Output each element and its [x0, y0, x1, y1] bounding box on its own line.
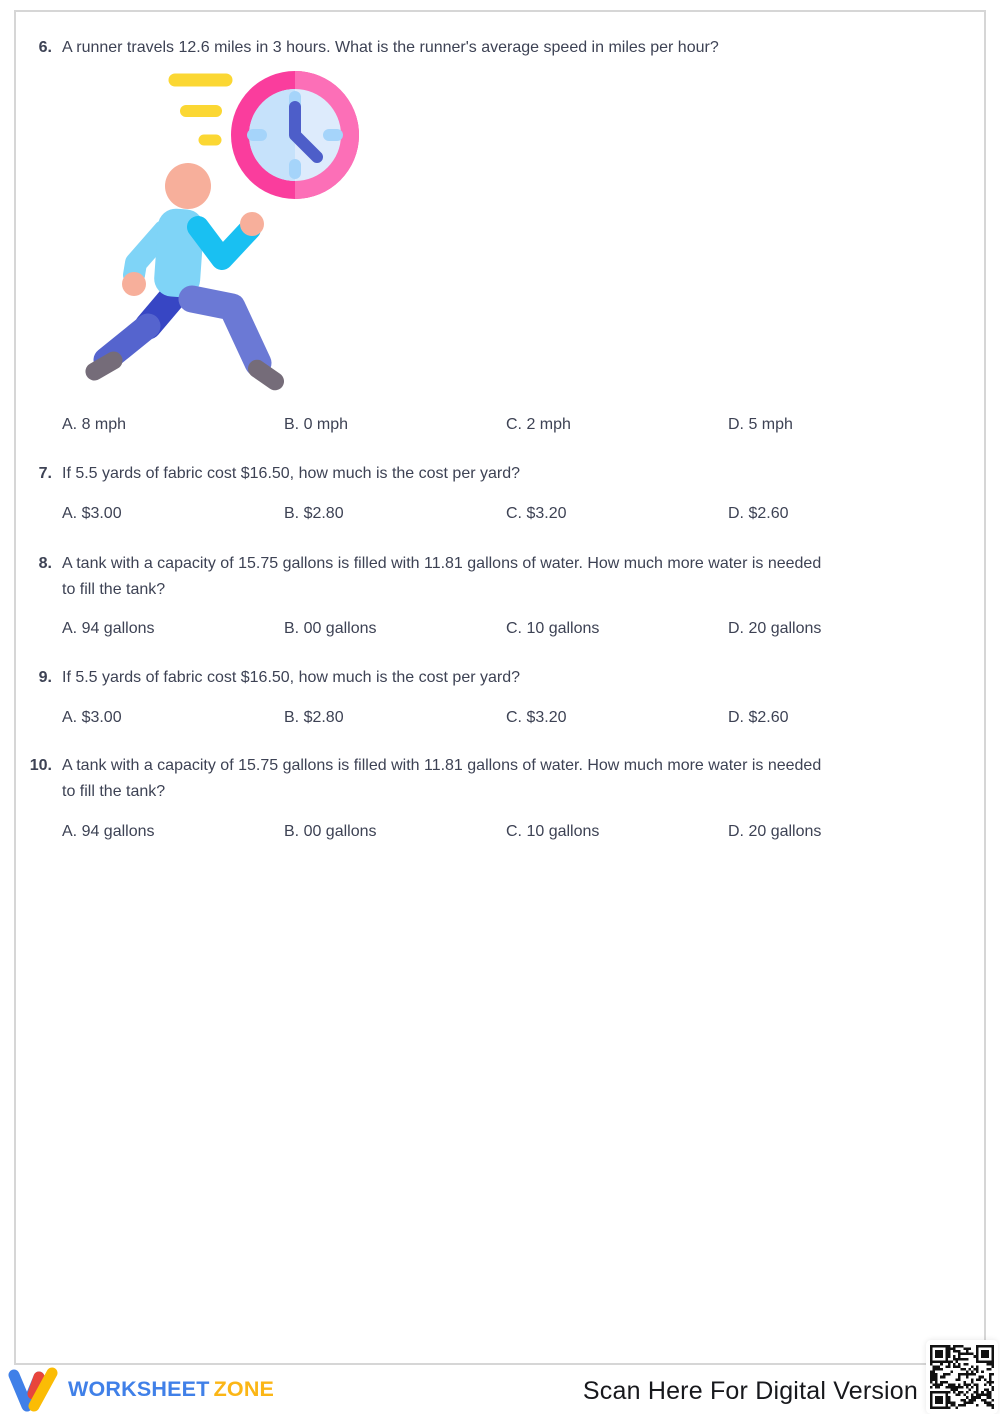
- option-a: A. 94 gallons: [62, 823, 155, 840]
- option-d: D. 5 mph: [728, 416, 793, 433]
- qr-code-pattern: [930, 1345, 994, 1409]
- brand-name-primary: WORKSHEET: [68, 1376, 210, 1401]
- question-number: 10.: [29, 757, 52, 774]
- scan-here-label: Scan Here For Digital Version: [582, 1377, 918, 1405]
- option-b: B. 00 gallons: [284, 620, 377, 637]
- question-text: A runner travels 12.6 miles in 3 hours. What is the runner's average speed in miles per hour?: [62, 39, 719, 56]
- option-d: D. $2.60: [728, 505, 789, 522]
- option-d: D. 20 gallons: [728, 823, 822, 840]
- option-c: C. 10 gallons: [506, 620, 600, 637]
- question-10: [22, 753, 984, 845]
- runner-clock-illustration: [80, 63, 370, 403]
- option-b: B. $2.80: [284, 709, 344, 726]
- options-row: [22, 705, 984, 731]
- question-text: If 5.5 yards of fabric cost $16.50, how much is the cost per yard?: [62, 465, 521, 482]
- question-7: [22, 461, 984, 527]
- question-number: 7.: [38, 465, 52, 482]
- option-a: A. 8 mph: [62, 416, 127, 433]
- question-number: 9.: [38, 669, 52, 686]
- question-text: A tank with a capacity of 15.75 gallons is filled with 11.81 gallons of water. How much more water is needed to fill the tank?: [62, 757, 822, 800]
- option-b: B. 0 mph: [284, 416, 349, 433]
- worksheetzone-logo: [8, 1366, 274, 1412]
- option-a: A. $3.00: [62, 505, 122, 522]
- option-c: C. 10 gallons: [506, 823, 600, 840]
- question-number: 6.: [38, 39, 52, 56]
- option-c: C. $3.20: [506, 709, 567, 726]
- option-c: C. $3.20: [506, 505, 567, 522]
- speed-lines-icon: [175, 80, 226, 140]
- brand-name-secondary: ZONE: [213, 1376, 275, 1401]
- options-row: [22, 501, 984, 527]
- option-d: D. 20 gallons: [728, 620, 822, 637]
- runner-icon: [82, 163, 287, 394]
- question-number: 8.: [38, 555, 52, 572]
- worksheetzone-logo-mark: [8, 1366, 60, 1412]
- question-8: [22, 551, 984, 642]
- question-text: If 5.5 yards of fabric cost $16.50, how much is the cost per yard?: [62, 669, 521, 686]
- question-text: A tank with a capacity of 15.75 gallons is filled with 11.81 gallons of water. How much more water is needed to fill the tank?: [62, 555, 822, 598]
- question-9: [22, 665, 984, 731]
- options-row: [22, 819, 984, 845]
- option-b: B. $2.80: [284, 505, 344, 522]
- option-b: B. 00 gallons: [284, 823, 377, 840]
- options-row: [22, 616, 984, 642]
- option-d: D. $2.60: [728, 709, 789, 726]
- options-row: [22, 412, 984, 438]
- option-a: A. $3.00: [62, 709, 122, 726]
- worksheet-sheet: [14, 10, 986, 1365]
- qr-code: [926, 1340, 998, 1414]
- footer: [0, 1365, 1000, 1414]
- question-6: [22, 35, 984, 438]
- clock-icon: [231, 71, 359, 199]
- option-c: C. 2 mph: [506, 416, 571, 433]
- option-a: A. 94 gallons: [62, 620, 155, 637]
